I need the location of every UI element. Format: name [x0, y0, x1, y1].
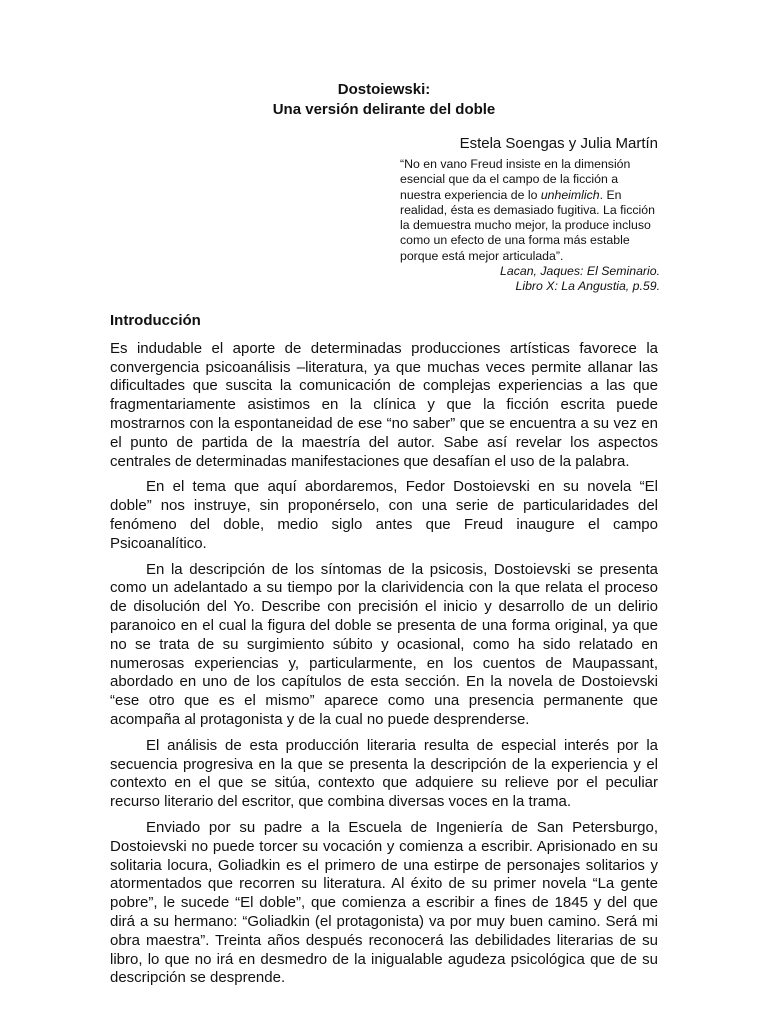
epigraph-quote-part-2: . En realidad, ésta es demasiado fugitiva. La ficción la demuestra mucho mejor, la produce incluso como un efecto de una forma más estable porque está mejor articulada”.	[400, 187, 655, 263]
section-heading: Introducción	[110, 312, 201, 329]
paragraph-3: En la descripción de los síntomas de la psicosis, Dostoievski se presenta como un adelantado a su tiempo por la clarividencia con la que relata el proceso de disolución del Yo. Describe con precisión el inicio y desarrollo de un delirio paranoico en el cual la figura del doble se presenta de una forma original, ya que no se trata de su surgimiento súbito y ocasional, como ha sido relatado en numerosas experiencias y, particularmente, en los cuentos de Maupassant, abordado en uno de los capítulos de esta sección. En la novela de Dostoievski “ese otro que es el mismo” aparece como una presencia permanente que acompaña al protagonista y de la cual no puede desprenderse.	[110, 560, 658, 728]
epigraph-source-line-2: Libro X: La Angustia, p.59.	[515, 279, 660, 294]
epigraph-quote-italic: unheimlich	[540, 187, 600, 202]
authors: Estela Soengas y Julia Martín	[459, 135, 658, 152]
title-line-2: Una versión delirante del doble	[272, 101, 496, 118]
paragraph-5: Enviado por su padre a la Escuela de Ingeniería de San Petersburgo, Dostoievski no puede torcer su vocación y comienza a escribir. Aprisionado en su solitaria locura, Goliadkin es el primero de una estirpe de personajes solitarios y atormentados que recorren su literatura. Al éxito de su primer novela “La gente pobre”, le sucede “El doble”, que comienza a escribir a fines de 1845 y del que dirá a su hermano: “Goliadkin (el protagonista) va por muy buen camino. Será mi obra maestra”. Treinta años después reconocerá las debilidades literarias de su libro, lo que no irá en desmedro de la inigualable agudeza psicológica que de su descripción se desprende.	[110, 818, 658, 987]
epigraph-quote	[400, 157, 660, 264]
epigraph	[400, 157, 660, 295]
epigraph-source-line-1: Lacan, Jaques: El Seminario.	[500, 264, 660, 279]
document-title	[0, 80, 768, 120]
title-line-1: Dostoiewski:	[337, 81, 431, 98]
document-body	[110, 312, 658, 995]
epigraph-quote-part-1: “No en vano Freud insiste en la dimensión esencial que da el campo de la ficción a nuestra experiencia de lo	[400, 157, 631, 202]
paragraph-4: El análisis de esta producción literaria resulta de especial interés por la secuencia progresiva en la que se presenta la descripción de la experiencia y el contexto en el que se sitúa, contexto que adquiere su relieve por el peculiar recurso literario del escritor, que combina diversas voces en la trama.	[110, 736, 658, 811]
paragraph-1: Es indudable el aporte de determinadas producciones artísticas favorece la convergencia psicoanálisis –literatura, ya que muchas veces permite allanar las dificultades que suscita la comunicación de complejas experiencias a las que fragmentariamente asistimos en la clínica y que la ficción escrita puede mostrarnos con la espontaneidad de ese “no saber” que se encuentra a su vez en el punto de partida de la maestría del autor. Sabe así revelar los aspectos centrales de determinadas manifestaciones que desafían el uso de la palabra.	[110, 339, 658, 470]
paragraph-2: En el tema que aquí abordaremos, Fedor Dostoievski en su novela “El doble” nos instruye, sin proponérselo, con una serie de particularidades del fenómeno del doble, medio siglo antes que Freud inaugure el campo Psicoanalítico.	[110, 478, 658, 552]
